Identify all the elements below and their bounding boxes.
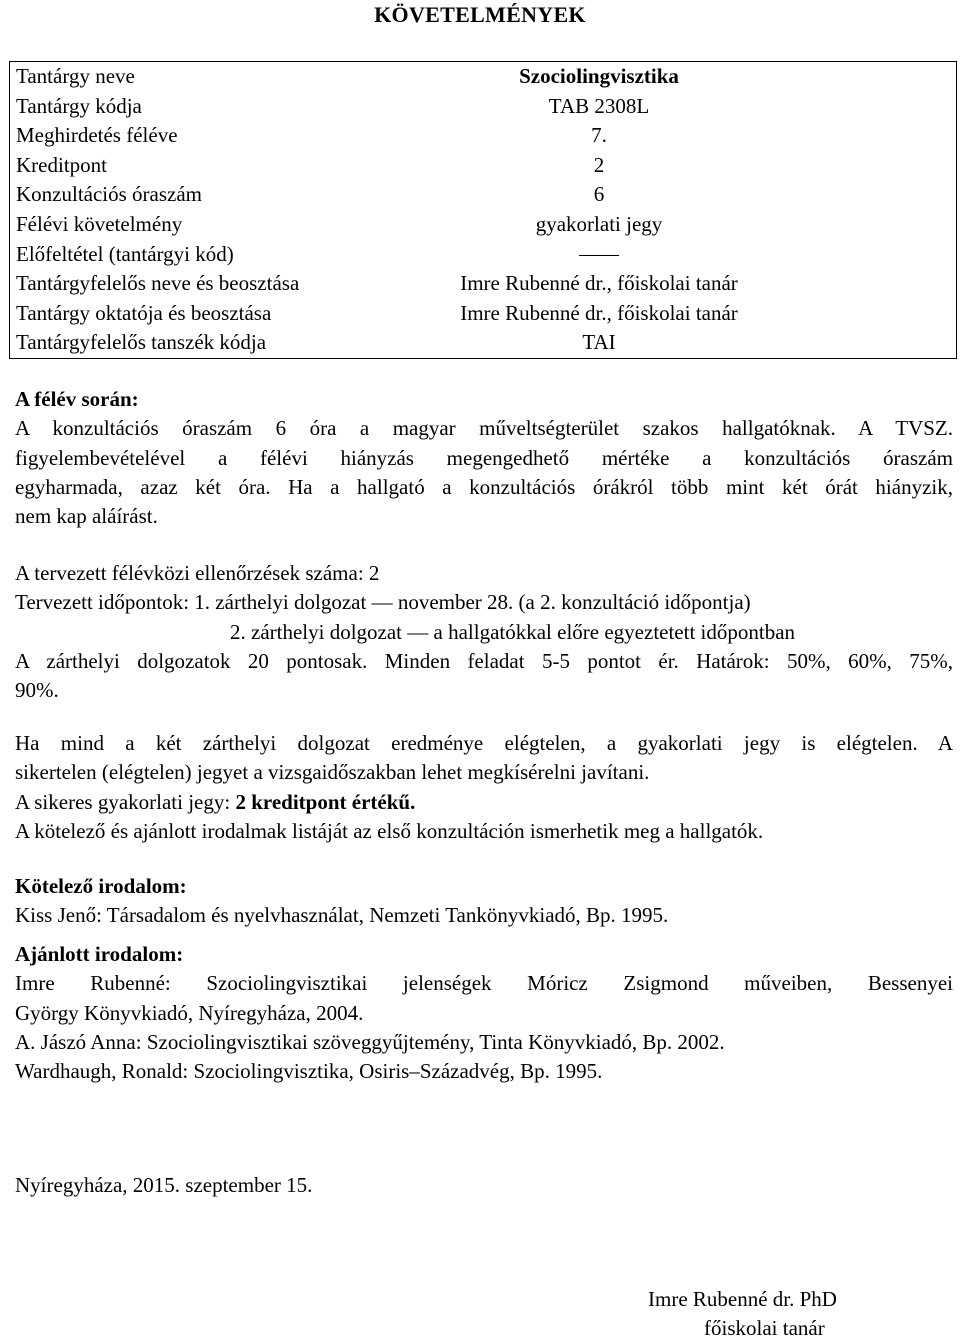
grading-line: A kötelező és ajánlott irodalmak listáját az első konzultáción ismerhetik meg a hallgatók.	[15, 818, 764, 843]
recommended-literature-line: Imre Rubenné: Szociolingvisztikai jelenségek Móricz Zsigmond műveiben, Bessenyei	[15, 971, 953, 996]
semester-text-line: egyharmada, azaz két óra. Ha a hallgató a konzultációs órákról több mint két órát hiányzik,	[15, 474, 953, 499]
info-value: Szociolingvisztika	[519, 64, 679, 88]
tests-dates-1: Tervezett időpontok: 1. zárthelyi dolgozat — november 28. (a 2. konzultáció időpontja)	[15, 590, 751, 615]
info-row	[10, 121, 957, 151]
info-label: Tantárgy kódja	[16, 93, 142, 118]
info-label: Félévi követelmény	[16, 211, 183, 236]
semester-section	[15, 385, 953, 531]
info-row	[10, 299, 957, 329]
info-label: Tantárgy oktatója és beosztása	[16, 300, 272, 325]
place-date-text: Nyíregyháza, 2015. szeptember 15.	[15, 1173, 313, 1197]
semester-text-line: figyelembevételével a félévi hiányzás megengedhető mértéke a konzultációs óraszám	[15, 445, 953, 470]
semester-text-line: nem kap aláírást.	[15, 504, 158, 529]
grading-line: sikertelen (elégtelen) jegyet a vizsgaidőszakban lehet megkísérelni javítani.	[15, 760, 650, 785]
required-literature-section	[15, 872, 953, 931]
info-value: 6	[593, 182, 605, 207]
info-value: Imre Rubenné dr., főiskolai tanár	[460, 271, 738, 296]
place-date	[15, 1171, 953, 1200]
info-value: TAB 2308L	[548, 93, 650, 118]
info-label: Tantárgyfelelős tanszék kódja	[16, 330, 267, 355]
info-row	[10, 210, 957, 240]
recommended-literature-line: György Könyvkiadó, Nyíregyháza, 2004.	[15, 1000, 364, 1025]
info-label: Konzultációs óraszám	[16, 182, 203, 207]
info-value: 2	[593, 152, 605, 177]
info-value: 7.	[591, 123, 607, 148]
info-row	[10, 92, 957, 122]
tests-dates-2: 2. zárthelyi dolgozat — a hallgatókkal előre egyeztetett időpontban	[230, 619, 796, 644]
tests-section	[15, 559, 953, 705]
tests-count: A tervezett félévközi ellenőrzések száma: 2	[15, 561, 380, 585]
info-label: Meghirdetés féléve	[16, 123, 178, 148]
course-info-table	[9, 61, 957, 359]
recommended-literature-line: Wardhaugh, Ronald: Szociolingvisztika, Osiris–Századvég, Bp. 1995.	[15, 1059, 603, 1084]
tests-points-1: A zárthelyi dolgozatok 20 pontosak. Minden feladat 5-5 pontot ér. Határok: 50%, 60%, 75%,	[15, 648, 953, 673]
semester-text-line: A konzultációs óraszám 6 óra a magyar műveltségterület szakos hallgatóknak. A TVSZ.	[15, 416, 953, 441]
required-literature-item: Kiss Jenő: Társadalom és nyelvhasználat, Nemzeti Tankönyvkiadó, Bp. 1995.	[15, 903, 669, 928]
recommended-literature-heading: Ajánlott irodalom:	[15, 942, 184, 966]
signature-title: főiskolai tanár	[704, 1316, 825, 1341]
grading-prefix: A sikeres gyakorlati jegy:	[15, 789, 236, 814]
empty-dash	[579, 255, 619, 256]
info-value: gyakorlati jegy	[535, 211, 663, 236]
info-label: Tantárgyfelelős neve és beosztása	[16, 271, 300, 296]
info-label: Kreditpont	[16, 152, 107, 177]
info-value: Imre Rubenné dr., főiskolai tanár	[460, 300, 738, 325]
grading-section	[15, 729, 953, 846]
grading-line: Ha mind a két zárthelyi dolgozat eredménye elégtelen, a gyakorlati jegy is elégtelen. A	[15, 731, 953, 755]
info-row	[10, 328, 957, 358]
grading-line	[15, 788, 953, 817]
page-title: KÖVETELMÉNYEK	[374, 2, 586, 27]
signature-name: Imre Rubenné dr. PhD	[648, 1287, 837, 1311]
info-row	[10, 269, 957, 299]
info-row	[10, 151, 957, 181]
info-label: Előfeltétel (tantárgyi kód)	[16, 241, 234, 266]
semester-heading: A félév során:	[15, 387, 139, 411]
recommended-literature-section	[15, 940, 953, 1086]
grading-credit-bold: 2 kreditpont értékű.	[235, 789, 416, 814]
info-value: TAI	[582, 330, 616, 355]
info-value	[396, 240, 957, 270]
required-literature-heading: Kötelező irodalom:	[15, 874, 187, 898]
signature-block	[648, 1285, 888, 1344]
info-row	[10, 62, 957, 92]
info-row	[10, 180, 957, 210]
recommended-literature-line: A. Jászó Anna: Szociolingvisztikai szöveggyűjtemény, Tinta Könyvkiadó, Bp. 2002.	[15, 1029, 725, 1054]
tests-points-2: 90%.	[15, 678, 59, 703]
info-label: Tantárgy neve	[16, 64, 135, 88]
info-row	[10, 240, 957, 270]
